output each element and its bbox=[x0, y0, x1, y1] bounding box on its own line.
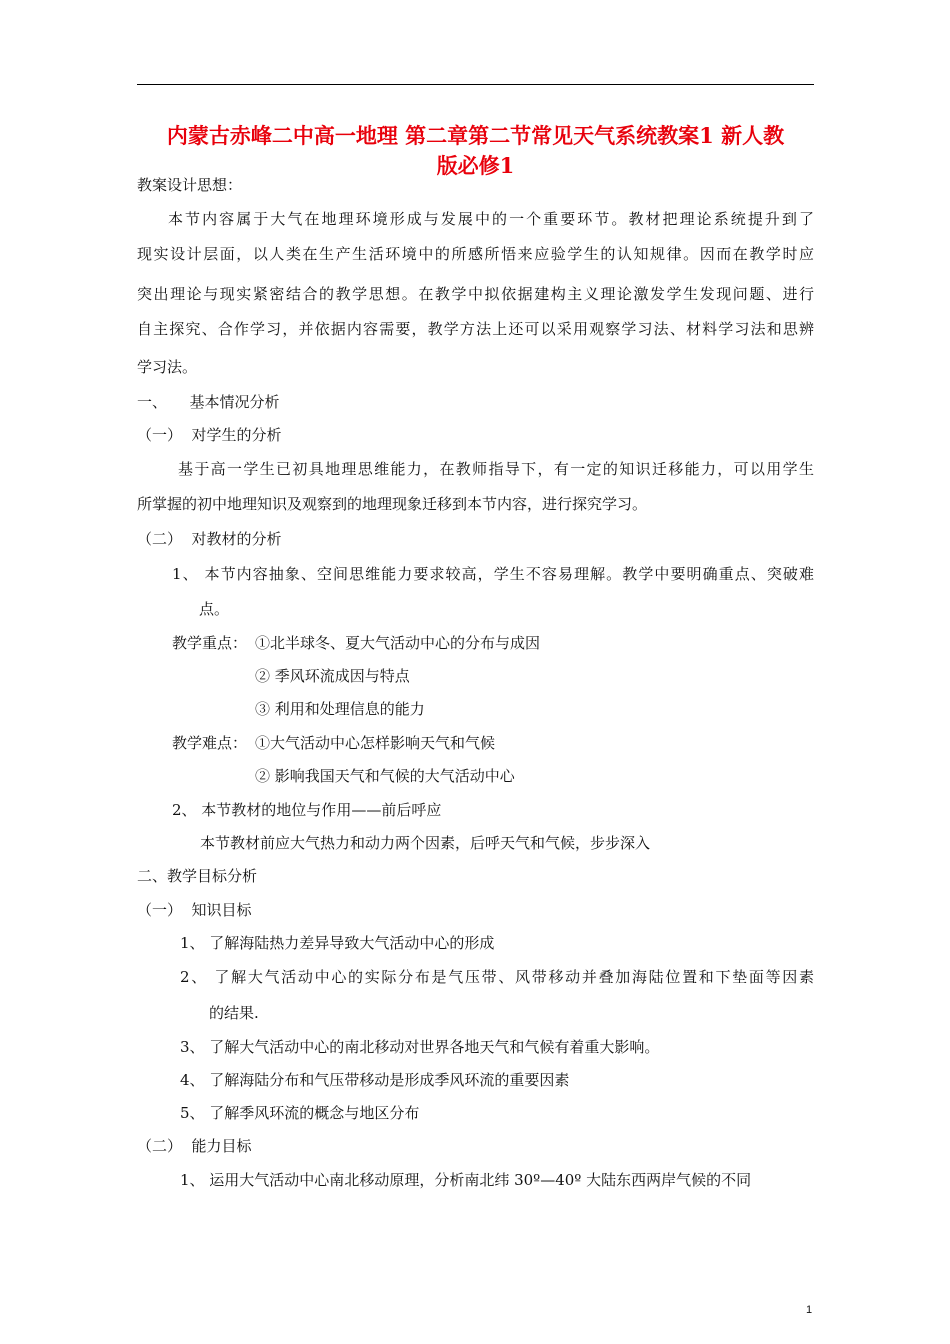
knowledge-item-5: 5、 了解季风环流的概念与地区分布 bbox=[180, 1104, 420, 1122]
key-point-1: ①北半球冬、夏大气活动中心的分布与成因 bbox=[255, 634, 541, 652]
knowledge-item-3: 3、 了解大气活动中心的南北移动对世界各地天气和气候有着重大影响。 bbox=[180, 1038, 660, 1056]
knowledge-item-1: 1、 了解海陆热力差异导致大气活动中心的形成 bbox=[180, 934, 495, 952]
section-2-heading: 二、教学目标分析 bbox=[137, 867, 258, 885]
students-line-2: 所掌握的初中地理知识及观察到的地理现象迁移到本节内容，进行探究学习。 bbox=[137, 495, 648, 513]
design-heading: 教案设计思想： bbox=[137, 176, 243, 194]
subsection-material-heading: （二） 对教材的分析 bbox=[137, 530, 282, 548]
ability-goals-heading: （二） 能力目标 bbox=[137, 1137, 252, 1155]
page-number: 1 bbox=[806, 1304, 813, 1316]
design-line-2: 现实设计层面，以人类在生产生活环境中的所感所悟来应验学生的认知规律。因而在教学时应 bbox=[137, 245, 814, 263]
key-point-3: ③ 利用和处理信息的能力 bbox=[255, 700, 425, 718]
material-item-2: 2、 本节教材的地位与作用——前后呼应 bbox=[172, 801, 442, 819]
section-1-heading: 一、 基本情况分析 bbox=[137, 393, 280, 411]
title-line-1: 内蒙古赤峰二中高一地理 第二章第二节常见天气系统教案1 新人教 bbox=[166, 123, 785, 148]
design-line-5: 学习法。 bbox=[137, 358, 198, 376]
material-item-2-text: 本节教材前应大气热力和动力两个因素，后呼天气和气候，步步深入 bbox=[200, 834, 651, 852]
knowledge-item-4: 4、 了解海陆分布和气压带移动是形成季风环流的重要因素 bbox=[180, 1071, 570, 1089]
students-line-1: 基于高一学生已初具地理思维能力，在教师指导下，有一定的知识迁移能力，可以用学生 bbox=[178, 460, 814, 478]
difficult-point-1: ①大气活动中心怎样影响天气和气候 bbox=[255, 734, 496, 752]
design-line-1: 本节内容属于大气在地理环境形成与发展中的一个重要环节。教材把理论系统提升到了 bbox=[168, 210, 814, 228]
difficult-points-label: 教学难点： bbox=[172, 734, 248, 752]
material-item-1-line-1: 1、 本节内容抽象、空间思维能力要求较高，学生不容易理解。教学中要明确重点、突破难 bbox=[172, 565, 814, 583]
document-title bbox=[137, 121, 814, 181]
title-line-2: 版必修1 bbox=[436, 153, 515, 178]
subsection-students-heading: （一） 对学生的分析 bbox=[137, 426, 282, 444]
key-points-label: 教学重点： bbox=[172, 634, 248, 652]
design-line-3: 突出理论与现实紧密结合的教学思想。在教学中拟依据建构主义理论激发学生发现问题、进行 bbox=[137, 285, 814, 303]
key-point-2: ② 季风环流成因与特点 bbox=[255, 667, 410, 685]
header-rule bbox=[137, 84, 814, 85]
material-item-1-line-2: 点。 bbox=[199, 600, 230, 618]
knowledge-item-2: 2、 了解大气活动中心的实际分布是气压带、风带移动并叠加海陆位置和下垫面等因素 bbox=[180, 968, 814, 986]
ability-item-1: 1、 运用大气活动中心南北移动原理，分析南北纬 30º—40º 大陆东西两岸气候的不同 bbox=[180, 1171, 752, 1189]
knowledge-item-2-cont: 的结果. bbox=[209, 1004, 259, 1022]
design-line-4: 自主探究、合作学习，并依据内容需要，教学方法上还可以采用观察学习法、材料学习法和思辨 bbox=[137, 320, 814, 338]
knowledge-goals-heading: （一） 知识目标 bbox=[137, 901, 252, 919]
difficult-point-2: ② 影响我国天气和气候的大气活动中心 bbox=[255, 767, 515, 785]
